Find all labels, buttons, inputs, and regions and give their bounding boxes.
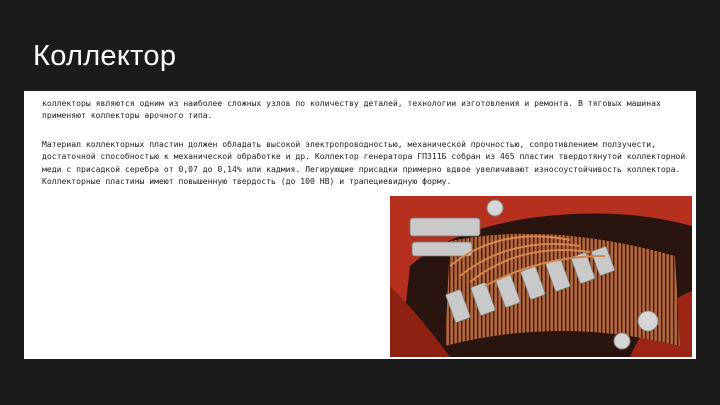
- paragraph-material: Материал коллекторных пластин должен обладать высокой электропроводностью, механической прочностью, сопротивлением ползучести, достаточной способностью к механической обработке и др. Коллектор генератора ГП311Б собран из 465 пластин твердотянутой коллекторной меди с присадкой серебра от 0,07 до 0,14% или кадмия. Легирующие присадки примерно вдвое увеличивают износоустойчивость коллектора. Коллекторные пластины имеют повышенную твердость (до 100 НВ) и трапециевидную форму.: [42, 139, 686, 187]
- collector-photo: [390, 196, 692, 357]
- content-panel: [24, 91, 696, 359]
- paragraph-intro: коллекторы являются одним из наиболее сложных узлов по количеству деталей, технологии изготовления и ремонта. В тяговых машинах применяют коллекторы арочного типа.: [42, 98, 661, 121]
- slide-title: Коллектор: [33, 40, 177, 72]
